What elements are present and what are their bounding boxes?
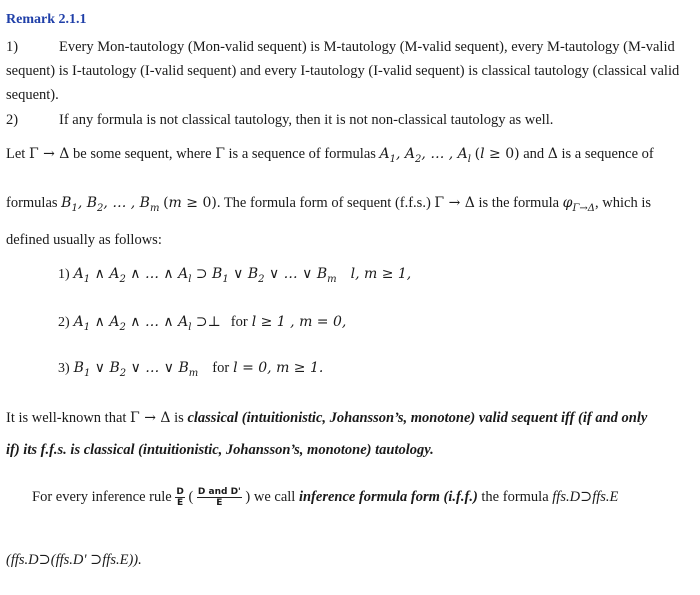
item2-text: If any formula is not classical tautology, then it is not non-classical tautology as well. xyxy=(59,112,554,128)
case2-formula: $A_1$ ∧ $A_2$ ∧ … ∧ $A_l$ ⊃⊥ xyxy=(73,314,221,333)
gamma-symbol: Γ xyxy=(215,146,225,162)
item1-line3: sequent). xyxy=(6,87,59,103)
case2: 2) $A_1$ ∧ $A_2$ ∧ … ∧ $A_l$ ⊃⊥ for l ≥ 1 , m = 0, xyxy=(58,314,347,333)
formula-seq-a: $A_1$, $A_2$, … , $A_l$ xyxy=(379,146,471,165)
item1-line1: Every Mon-tautology (Mon-valid sequent) is M-tautology (M-valid sequent), every M-tautology (M-valid xyxy=(59,39,675,55)
case3-condition: l = 0, m ≥ 1. xyxy=(233,360,324,376)
condition-m: (m ≥ 0) xyxy=(163,195,217,211)
phi-formula: $\varphi_{\Gamma\to\Delta}$ xyxy=(562,195,596,214)
definition-line3: defined usually as follows: xyxy=(6,232,162,248)
case2-condition: l ≥ 1 , m = 0, xyxy=(251,314,347,330)
wellknown-line2: if) its f.f.s. is classical (intuitionistic, Johansson’s, monotone) tautology. xyxy=(6,442,434,458)
condition-l: (l ≥ 0) xyxy=(474,146,520,162)
case3-formula: $B_1$ ∨ $B_2$ ∨ … ∨ $B_m$ xyxy=(73,360,199,379)
item1-line2: sequent) is I-tautology (I-valid sequent) and every I-tautology (I-valid sequent) is classical tautology (classical valid xyxy=(6,63,680,79)
sequent-symbol: Γ → Δ xyxy=(28,146,70,162)
case1: 1) $A_1$ ∧ $A_2$ ∧ … ∧ $A_l$ ⊃ $B_1$ ∨ $B_2$ ∨ … ∨ $B_m$ l, m ≥ 1, xyxy=(58,266,412,285)
inference-line1: For every inference rule $\frac{D}{E}$ ( $\frac{\text{D and D'}}{E}$ ) we call inference formula form (i.f.f.) the formula ffs.D⊃ffs.E xyxy=(32,487,619,508)
wellknown-line1: It is well-known that Γ → Δ is classical (intuitionistic, Johansson’s, monotone) valid sequent iff (if and only xyxy=(6,410,648,426)
case1-condition: l, m ≥ 1, xyxy=(350,266,412,282)
item1-number: 1) xyxy=(6,39,19,55)
formula-seq-b: $B_1$, $B_2$, … , $B_m$ xyxy=(61,195,160,214)
fraction-d-over-e: $\frac{D}{E}$ xyxy=(176,487,184,508)
delta-symbol: Δ xyxy=(547,146,558,162)
fraction-dd-over-e: $\frac{\text{D and D'}}{E}$ xyxy=(197,487,241,508)
sequent-symbol-2: Γ → Δ xyxy=(434,195,475,211)
case1-formula: $A_1$ ∧ $A_2$ ∧ … ∧ $A_l$ ⊃ $B_1$ ∨ $B_2$ ∨ … ∨ $B_m$ xyxy=(73,266,337,285)
sequent-symbol-3: Γ → Δ xyxy=(130,410,171,426)
case3: 3) $B_1$ ∨ $B_2$ ∨ … ∨ $B_m$ for l = 0, m ≥ 1. xyxy=(58,360,324,379)
remark-title: Remark 2.1.1 xyxy=(6,12,87,27)
definition-line1: Let Γ → Δ be some sequent, where Γ is a sequence of formulas $A_1$, $A_2$, … , $A_l$ (l ≥ 0) and Δ is a sequence of xyxy=(6,146,654,165)
item2-number: 2) xyxy=(6,112,19,128)
definition-line2: formulas $B_1$, $B_2$, … , $B_m$ (m ≥ 0). The formula form of sequent (f.f.s.) Γ → Δ is the formula $\varphi_{\Gamma\to\Delta}$, which is xyxy=(6,195,652,214)
inference-line2: (ffs.D⊃(ffs.D' ⊃ffs.E)). xyxy=(6,552,142,568)
